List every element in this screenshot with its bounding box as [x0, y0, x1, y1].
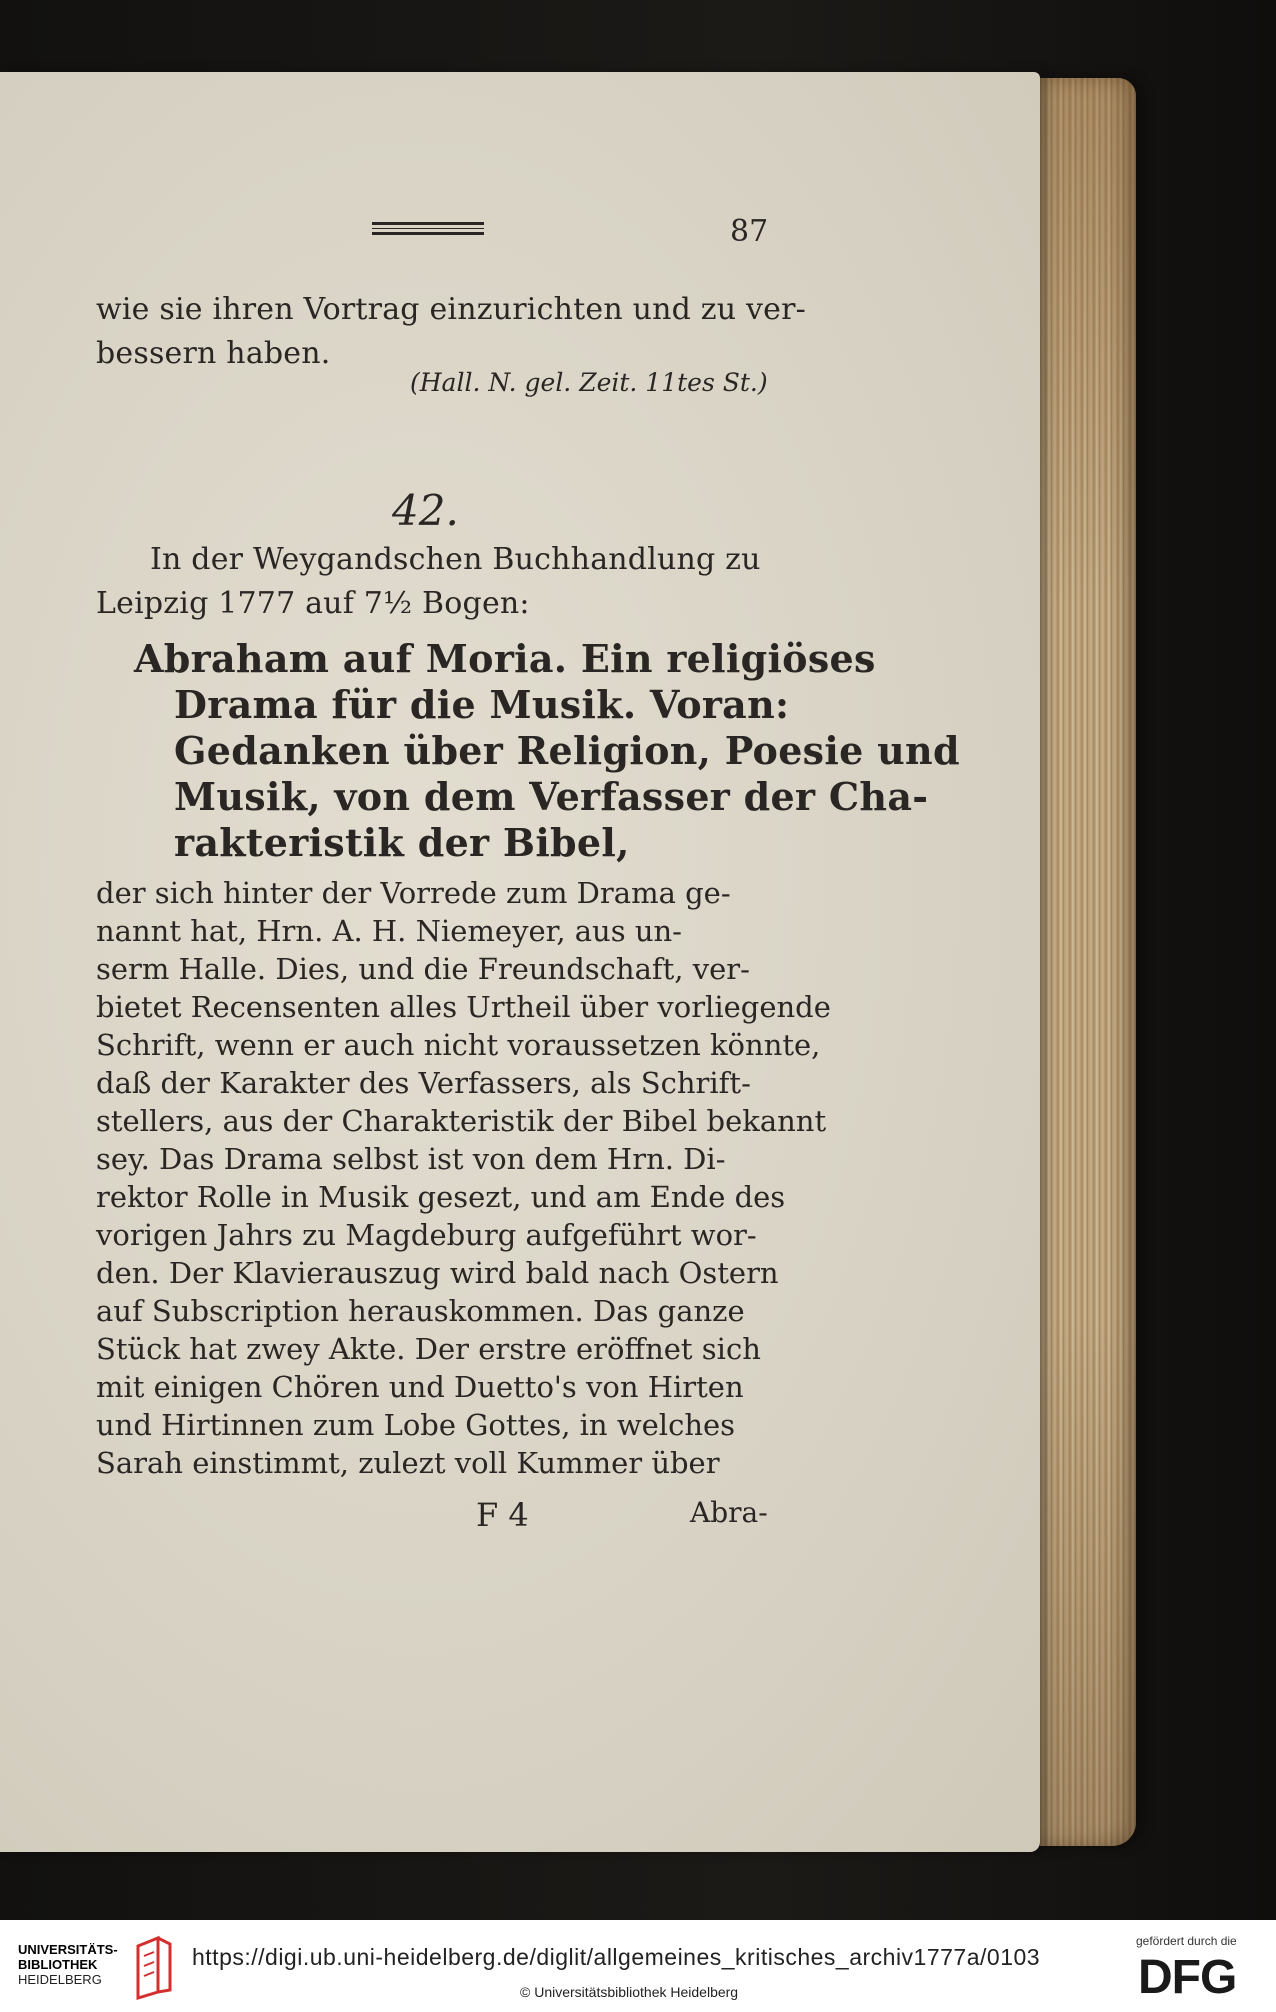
signature-mark: F 4 — [476, 1496, 529, 1534]
review-line: Stück hat zwey Akte. Der erstre eröffnet sich — [96, 1332, 761, 1366]
review-line: vorigen Jahrs zu Magdeburg aufgeführt wor- — [96, 1218, 757, 1252]
library-emblem-icon — [130, 1934, 176, 2000]
header-rule — [372, 222, 484, 236]
review-line: nannt hat, Hrn. A. H. Niemeyer, aus un- — [96, 914, 682, 948]
book-title-line: rakteristik der Bibel, — [174, 820, 630, 865]
copyright-notice: © Universitätsbibliothek Heidelberg — [520, 1984, 739, 2000]
page-number: 87 — [730, 214, 769, 249]
review-line: und Hirtinnen zum Lobe Gottes, in welches — [96, 1408, 736, 1442]
university-library-logo[interactable] — [18, 1942, 118, 1987]
entry-intro-line: Leipzig 1777 auf 7½ Bogen: — [96, 586, 530, 621]
entry-intro-line: In der Weygandschen Buchhandlung zu — [150, 542, 761, 577]
source-citation: (Hall. N. gel. Zeit. 11tes St.) — [410, 368, 768, 397]
continuation-line: bessern haben. — [96, 336, 331, 371]
entry-number: 42. — [392, 486, 459, 535]
review-line: sey. Das Drama selbst ist von dem Hrn. Di- — [96, 1142, 726, 1176]
review-line: den. Der Klavierauszug wird bald nach Ostern — [96, 1256, 779, 1290]
book-title-line: Musik, von dem Verfasser der Cha- — [174, 774, 929, 819]
logo-text-line: BIBLIOTHEK — [18, 1957, 98, 1972]
review-line: stellers, aus der Charakteristik der Bibel bekannt — [96, 1104, 827, 1138]
book-title-line: Gedanken über Religion, Poesie und — [174, 728, 960, 773]
funding-note: gefördert durch die — [1136, 1934, 1237, 1948]
book-fore-edge — [1040, 78, 1136, 1846]
continuation-line: wie sie ihren Vortrag einzurichten und zu ver- — [96, 292, 806, 327]
logo-text-line: HEIDELBERG — [18, 1972, 102, 1987]
review-line: serm Halle. Dies, und die Freundschaft, ver- — [96, 952, 750, 986]
catchword: Abra- — [690, 1496, 768, 1529]
review-line: Sarah einstimmt, zulezt voll Kummer über — [96, 1446, 720, 1480]
dfg-logo[interactable]: DFG — [1138, 1951, 1237, 2004]
review-line: rektor Rolle in Musik gesezt, und am Ende des — [96, 1180, 786, 1214]
review-line: Schrift, wenn er auch nicht voraussetzen könnte, — [96, 1028, 821, 1062]
review-line: bietet Recensenten alles Urtheil über vorliegende — [96, 990, 831, 1024]
review-line: mit einigen Chören und Duetto's von Hirten — [96, 1370, 744, 1404]
viewer-footer — [0, 1920, 1276, 2012]
book-title-line: Drama für die Musik. Voran: — [174, 682, 790, 727]
review-line: daß der Karakter des Verfassers, als Schrift- — [96, 1066, 751, 1100]
permalink-url[interactable]: https://digi.ub.uni-heidelberg.de/diglit/allgemeines_kritisches_archiv1777a/0103 — [192, 1944, 1041, 1970]
book-title-line: Abraham auf Moria. Ein religiöses — [134, 636, 876, 681]
logo-text-line: UNIVERSITÄTS- — [18, 1942, 118, 1957]
review-line: der sich hinter der Vorrede zum Drama ge- — [96, 876, 731, 910]
review-line: auf Subscription herauskommen. Das ganze — [96, 1294, 745, 1328]
